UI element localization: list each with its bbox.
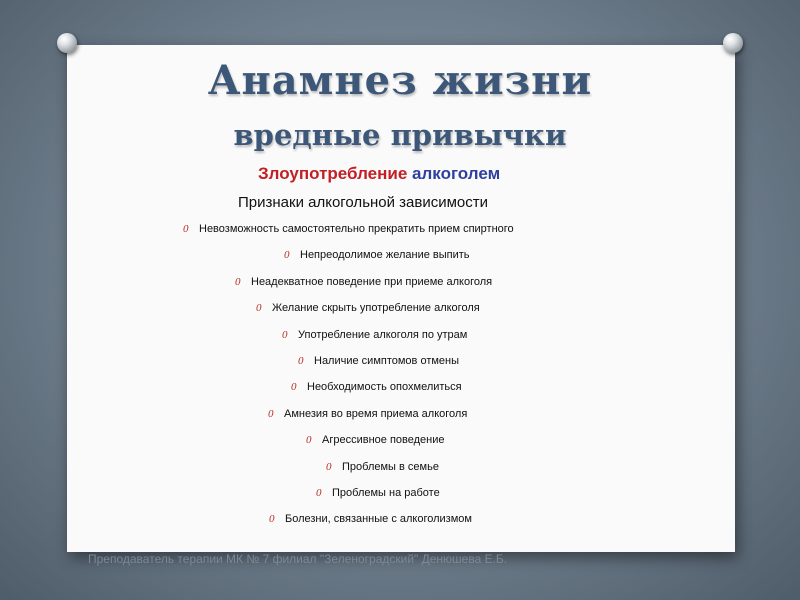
bullet-icon: 0 <box>298 355 304 367</box>
bullet-icon: 0 <box>183 223 189 235</box>
list-item-text: Проблемы на работе <box>332 487 440 499</box>
list-item <box>306 434 444 446</box>
slide-title: Анамнез жизни <box>207 57 593 104</box>
list-item-text: Агрессивное поведение <box>322 434 445 447</box>
list-item <box>316 487 440 499</box>
bullet-icon: 0 <box>291 381 297 394</box>
heading-part-2: алкоголем <box>412 164 501 183</box>
footer-text: Преподаватель терапии МК № 7 филиал "Зеленоградский" Денюшева Е.Б. <box>88 552 508 566</box>
list-item-text: Амнезия во время приема алкоголя <box>284 407 468 420</box>
list-item-text: Проблемы в семье <box>342 460 439 473</box>
bullet-icon: 0 <box>269 513 275 526</box>
section-title: Признаки алкогольной зависимости <box>238 194 489 211</box>
list-item <box>256 302 480 314</box>
bullet-icon: 0 <box>326 460 332 473</box>
slide-subtitle: вредные привычки <box>233 118 567 152</box>
list-item <box>291 381 462 393</box>
bullet-icon: 0 <box>235 275 241 288</box>
list-item-text: Употребление алкоголя по утрам <box>298 328 468 341</box>
list-item-text: Невозможность самостоятельно прекратить прием спиртного <box>199 223 514 235</box>
list-item-text: Болезни, связанные с алкоголизмом <box>285 513 472 526</box>
list-item <box>282 329 467 341</box>
list-item <box>183 223 514 235</box>
bullet-icon: 0 <box>316 487 322 499</box>
bullet-icon: 0 <box>256 302 262 315</box>
list-item-text: Наличие симптомов отмены <box>314 355 460 367</box>
bullet-icon: 0 <box>284 249 290 262</box>
list-item <box>269 513 472 525</box>
bullet-icon: 0 <box>306 434 312 447</box>
list-item <box>284 249 470 261</box>
bullet-icon: 0 <box>282 328 288 341</box>
list-item <box>235 276 492 288</box>
heading-part-1: Злоупотребление <box>258 164 408 183</box>
bullet-icon: 0 <box>268 407 274 420</box>
list-item-text: Непреодолимое желание выпить <box>300 249 470 262</box>
list-item-text: Неадекватное поведение при приеме алкоголя <box>251 275 493 288</box>
list-item <box>326 461 439 473</box>
list-item-text: Желание скрыть употребление алкоголя <box>272 302 480 315</box>
list-item <box>298 355 459 367</box>
list-item-text: Необходимость опохмелиться <box>307 381 462 394</box>
list-item <box>268 408 467 420</box>
